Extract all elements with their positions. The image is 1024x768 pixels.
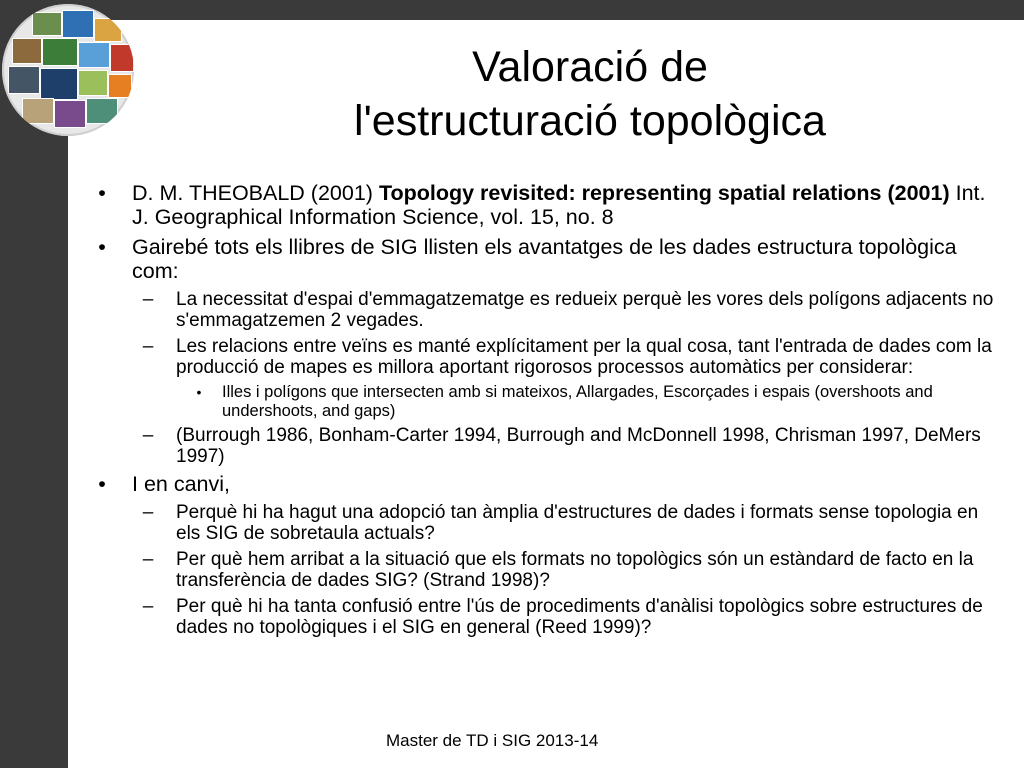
slide-title [240,40,940,148]
gis-collage-logo [2,4,134,136]
dash-marker: – [142,549,154,570]
top-frame-bar [0,0,1024,20]
bullet-marker: • [98,235,106,259]
dash-marker: – [142,336,154,357]
bullet-item [92,472,1002,496]
bullet-marker: • [98,181,106,205]
sub-bullet-item [92,425,1002,467]
citation-journal: Int. J. Geographical Information Science, vol. 15, no. 8 [132,181,986,229]
bullet-item [92,235,1002,283]
sub-bullet-text: Les relacions entre veïns es manté explícitament per la qual cosa, tant l'entrada de dades com la producció de mapes es millora aportant rigorosos processos automàtics per considerar: [176,336,992,378]
dash-marker: – [142,425,154,446]
sub-bullet-item [92,549,1002,591]
slide-title-line-1: Valoració de [472,43,708,91]
citation-author: D. M. THEOBALD (2001) [132,181,379,205]
slide-content [92,181,1002,643]
bullet-marker: • [98,472,106,496]
sub-bullet-text: (Burrough 1986, Bonham-Carter 1994, Burrough and McDonnell 1998, Chrisman 1997, DeMers 1997) [176,425,981,467]
sub-bullet-item [92,289,1002,331]
citation-title: Topology revisited: representing spatial relations (2001) [378,181,950,205]
dash-marker: – [142,502,154,523]
dash-marker: – [142,596,154,617]
sub-bullet-item [92,336,1002,378]
sub-bullet-item [92,596,1002,638]
sub-bullet-text: Per què hi ha tanta confusió entre l'ús de procediments d'anàlisi topològics sobre estructures de dades no topològiques i el SIG en general (Reed 1999)? [176,596,983,638]
sub-sub-bullet-text: Illes i polígons que intersecten amb si mateixos, Allargades, Escorçades i espais (overshoots and undershoots, and gaps) [222,383,933,420]
bullet-marker: • [196,384,202,400]
sub-bullet-item [92,502,1002,544]
sub-bullet-text: Perquè hi ha hagut una adopció tan àmplia d'estructures de dades i formats sense topologia en els SIG de sobretaula actuals? [176,502,979,544]
bullet-item [92,181,1002,229]
sub-bullet-text: La necessitat d'espai d'emmagatzematge es redueix perquè les vores dels polígons adjacents no s'emmagatzemen 2 vegades. [176,289,994,331]
sub-sub-bullet-item [92,383,1002,421]
slide-footer: Master de TD i SIG 2013-14 [386,731,599,750]
bullet-text: I en canvi, [132,472,230,496]
dash-marker: – [142,289,154,310]
slide-title-line-2: l'estructuració topològica [354,97,826,145]
sub-bullet-text: Per què hem arribat a la situació que els formats no topològics són un estàndard de facto en la transferència de dades SIG? (Strand 1998)? [176,549,974,591]
bullet-text: Gairebé tots els llibres de SIG llisten els avantatges de les dades estructura topològica com: [132,235,957,283]
